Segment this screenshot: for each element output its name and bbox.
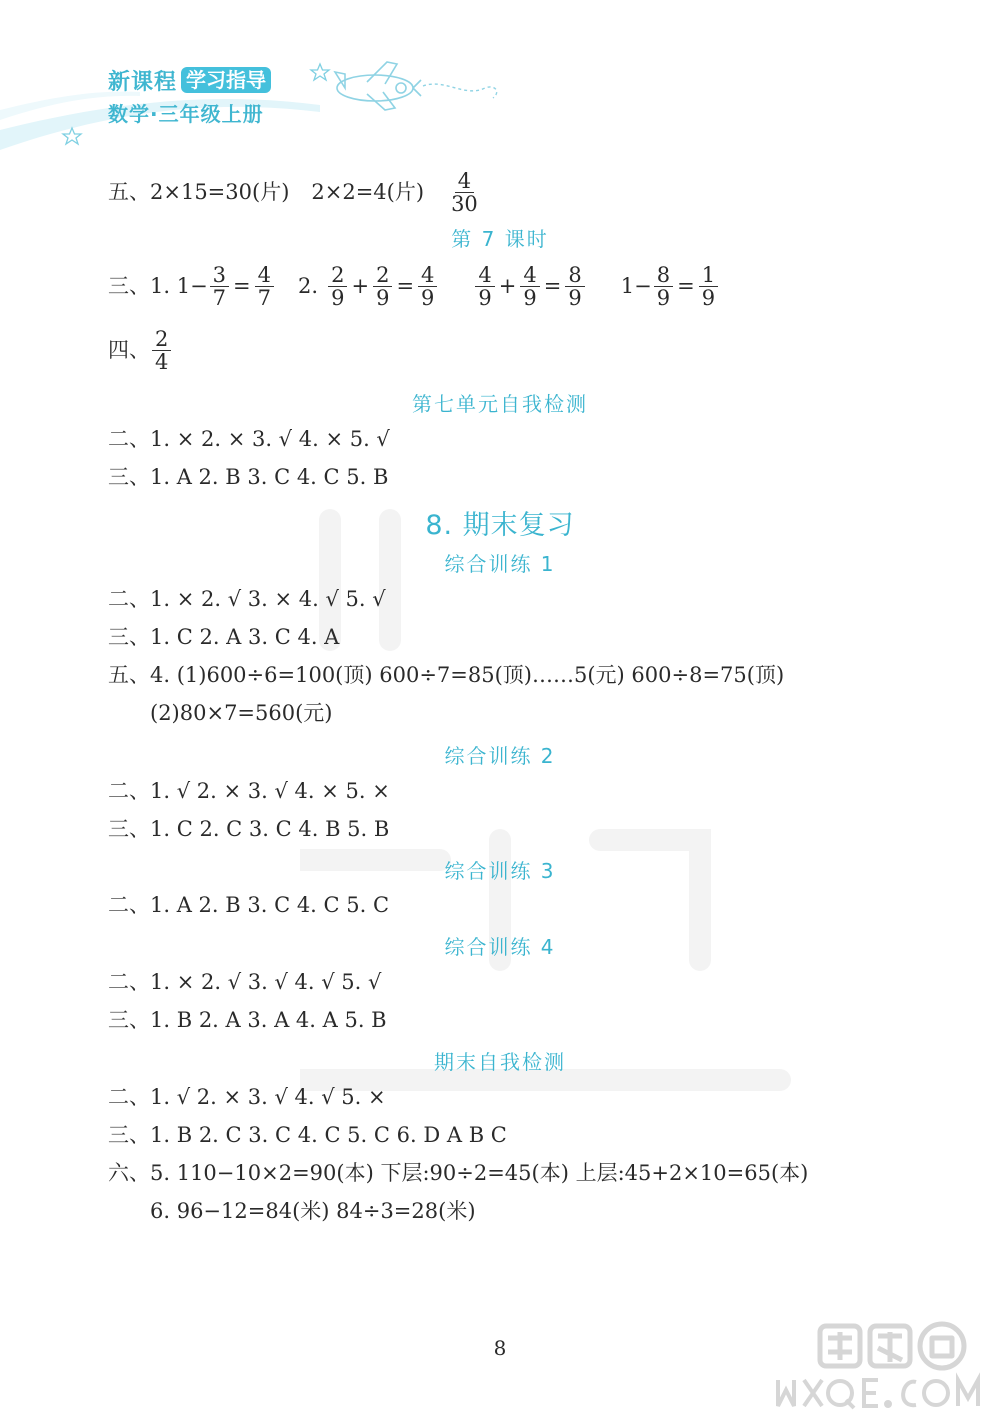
fraction-denominator: 9 xyxy=(656,286,671,311)
fraction-numerator: 2 xyxy=(328,264,347,287)
answer-line: 三、1. C 2. C 3. C 4. B 5. B xyxy=(108,817,390,841)
fraction-denominator: 7 xyxy=(257,286,272,311)
brand-subtitle: 数学·三年级上册 xyxy=(108,102,264,126)
answer-line: (2)80×7=560(元) xyxy=(150,701,333,725)
answer-line: 二、1. √ 2. × 3. √ 4. √ 5. × xyxy=(108,1085,386,1109)
brand-main-text: 新课程 xyxy=(108,69,178,95)
answer-line: 六、5. 110−10×2=90(本) 下层:90÷2=45(本) 上层:45+2×10=65(本) xyxy=(108,1161,809,1185)
question-number: 三、 xyxy=(108,274,150,299)
fraction xyxy=(373,264,392,309)
equals-sign: = xyxy=(677,274,695,299)
fraction-numerator: 4 xyxy=(520,264,539,287)
page-header xyxy=(0,0,1000,160)
fraction-numerator: 8 xyxy=(565,264,584,287)
section-heading: 综合训练 3 xyxy=(444,859,556,883)
answer-line: 五、4. (1)600÷6=100(顶) 600÷7=85(顶)……5(元) 600÷8=75(顶) xyxy=(108,663,785,687)
fraction-denominator: 9 xyxy=(478,286,492,311)
equals-sign: = xyxy=(233,274,251,299)
fraction-numerator: 3 xyxy=(210,264,229,287)
fraction xyxy=(418,264,437,309)
watermark-logo xyxy=(770,1318,1000,1414)
airplane-icon xyxy=(305,58,505,118)
fraction-numerator: 4 xyxy=(455,170,474,193)
section-heading: 综合训练 1 xyxy=(444,552,556,576)
brand-pill-text: 学习指导 xyxy=(181,67,271,93)
equals-sign: = xyxy=(396,274,415,299)
answer-line-5 xyxy=(108,170,483,215)
fraction xyxy=(699,264,718,309)
fraction-denominator: 9 xyxy=(568,286,582,311)
answer-line: 二、1. × 2. × 3. √ 4. × 5. √ xyxy=(108,427,390,451)
answer-text: 1− xyxy=(620,274,652,299)
plus-sign: + xyxy=(498,274,517,299)
answer-line: 二、1. A 2. B 3. C 4. C 5. C xyxy=(108,893,390,917)
answer-text: 2×2=4(片) xyxy=(311,180,425,205)
section-heading: 第 7 课时 xyxy=(451,227,549,251)
answer-text: 2. xyxy=(298,274,319,299)
answer-line: 二、1. × 2. √ 3. × 4. √ 5. √ xyxy=(108,587,386,611)
answer-line-3 xyxy=(108,264,720,309)
section-heading: 综合训练 2 xyxy=(444,744,556,768)
fraction-denominator: 9 xyxy=(523,286,537,311)
section-heading: 第七单元自我检测 xyxy=(412,392,588,416)
page-number: 8 xyxy=(493,1336,507,1360)
answer-line: 三、1. B 2. C 3. C 4. C 5. C 6. D A B C xyxy=(108,1123,507,1147)
fraction-denominator: 4 xyxy=(155,350,169,375)
fraction-denominator: 7 xyxy=(212,286,227,311)
fraction xyxy=(475,264,494,309)
fraction xyxy=(448,170,481,215)
plus-sign: + xyxy=(351,274,370,299)
fraction xyxy=(565,264,584,309)
section-heading: 期末自我检测 xyxy=(434,1050,566,1074)
answer-line: 6. 96−12=84(米) 84÷3=28(米) xyxy=(150,1199,476,1223)
brand-title xyxy=(108,66,271,127)
fraction-numerator: 8 xyxy=(654,264,673,287)
answer-text: 1. 1− xyxy=(150,274,208,299)
fraction xyxy=(520,264,539,309)
fraction-numerator: 2 xyxy=(373,264,392,287)
fraction-numerator: 4 xyxy=(418,264,437,287)
fraction-denominator: 9 xyxy=(331,286,345,311)
chapter-heading: 8. 期末复习 xyxy=(425,510,575,541)
fraction-numerator: 4 xyxy=(475,264,494,287)
fraction xyxy=(152,328,171,373)
answer-line: 三、1. B 2. A 3. A 4. A 5. B xyxy=(108,1008,387,1032)
answer-line: 三、1. C 2. A 3. C 4. A xyxy=(108,625,340,649)
star-icon xyxy=(63,128,81,144)
answer-line: 三、1. A 2. B 3. C 4. C 5. B xyxy=(108,465,389,489)
fraction-numerator: 4 xyxy=(255,264,274,287)
fraction-denominator: 9 xyxy=(421,286,435,311)
fraction-numerator: 1 xyxy=(699,264,718,287)
fraction-denominator: 9 xyxy=(376,286,390,311)
answer-line-4 xyxy=(108,328,173,373)
answer-line: 二、1. × 2. √ 3. √ 4. √ 5. √ xyxy=(108,970,382,994)
question-number: 五、 xyxy=(108,180,150,205)
section-heading: 综合训练 4 xyxy=(444,935,556,959)
fraction xyxy=(255,264,274,309)
equals-sign: = xyxy=(543,274,562,299)
answer-text: 2×15=30(片) xyxy=(150,180,290,205)
fraction xyxy=(210,264,229,309)
question-number: 四、 xyxy=(108,338,150,363)
fraction xyxy=(328,264,347,309)
fraction xyxy=(654,264,673,309)
answer-line: 二、1. √ 2. × 3. √ 4. × 5. × xyxy=(108,779,390,803)
fraction-numerator: 2 xyxy=(152,328,171,351)
fraction-denominator: 30 xyxy=(451,192,478,217)
fraction-denominator: 9 xyxy=(701,286,716,311)
